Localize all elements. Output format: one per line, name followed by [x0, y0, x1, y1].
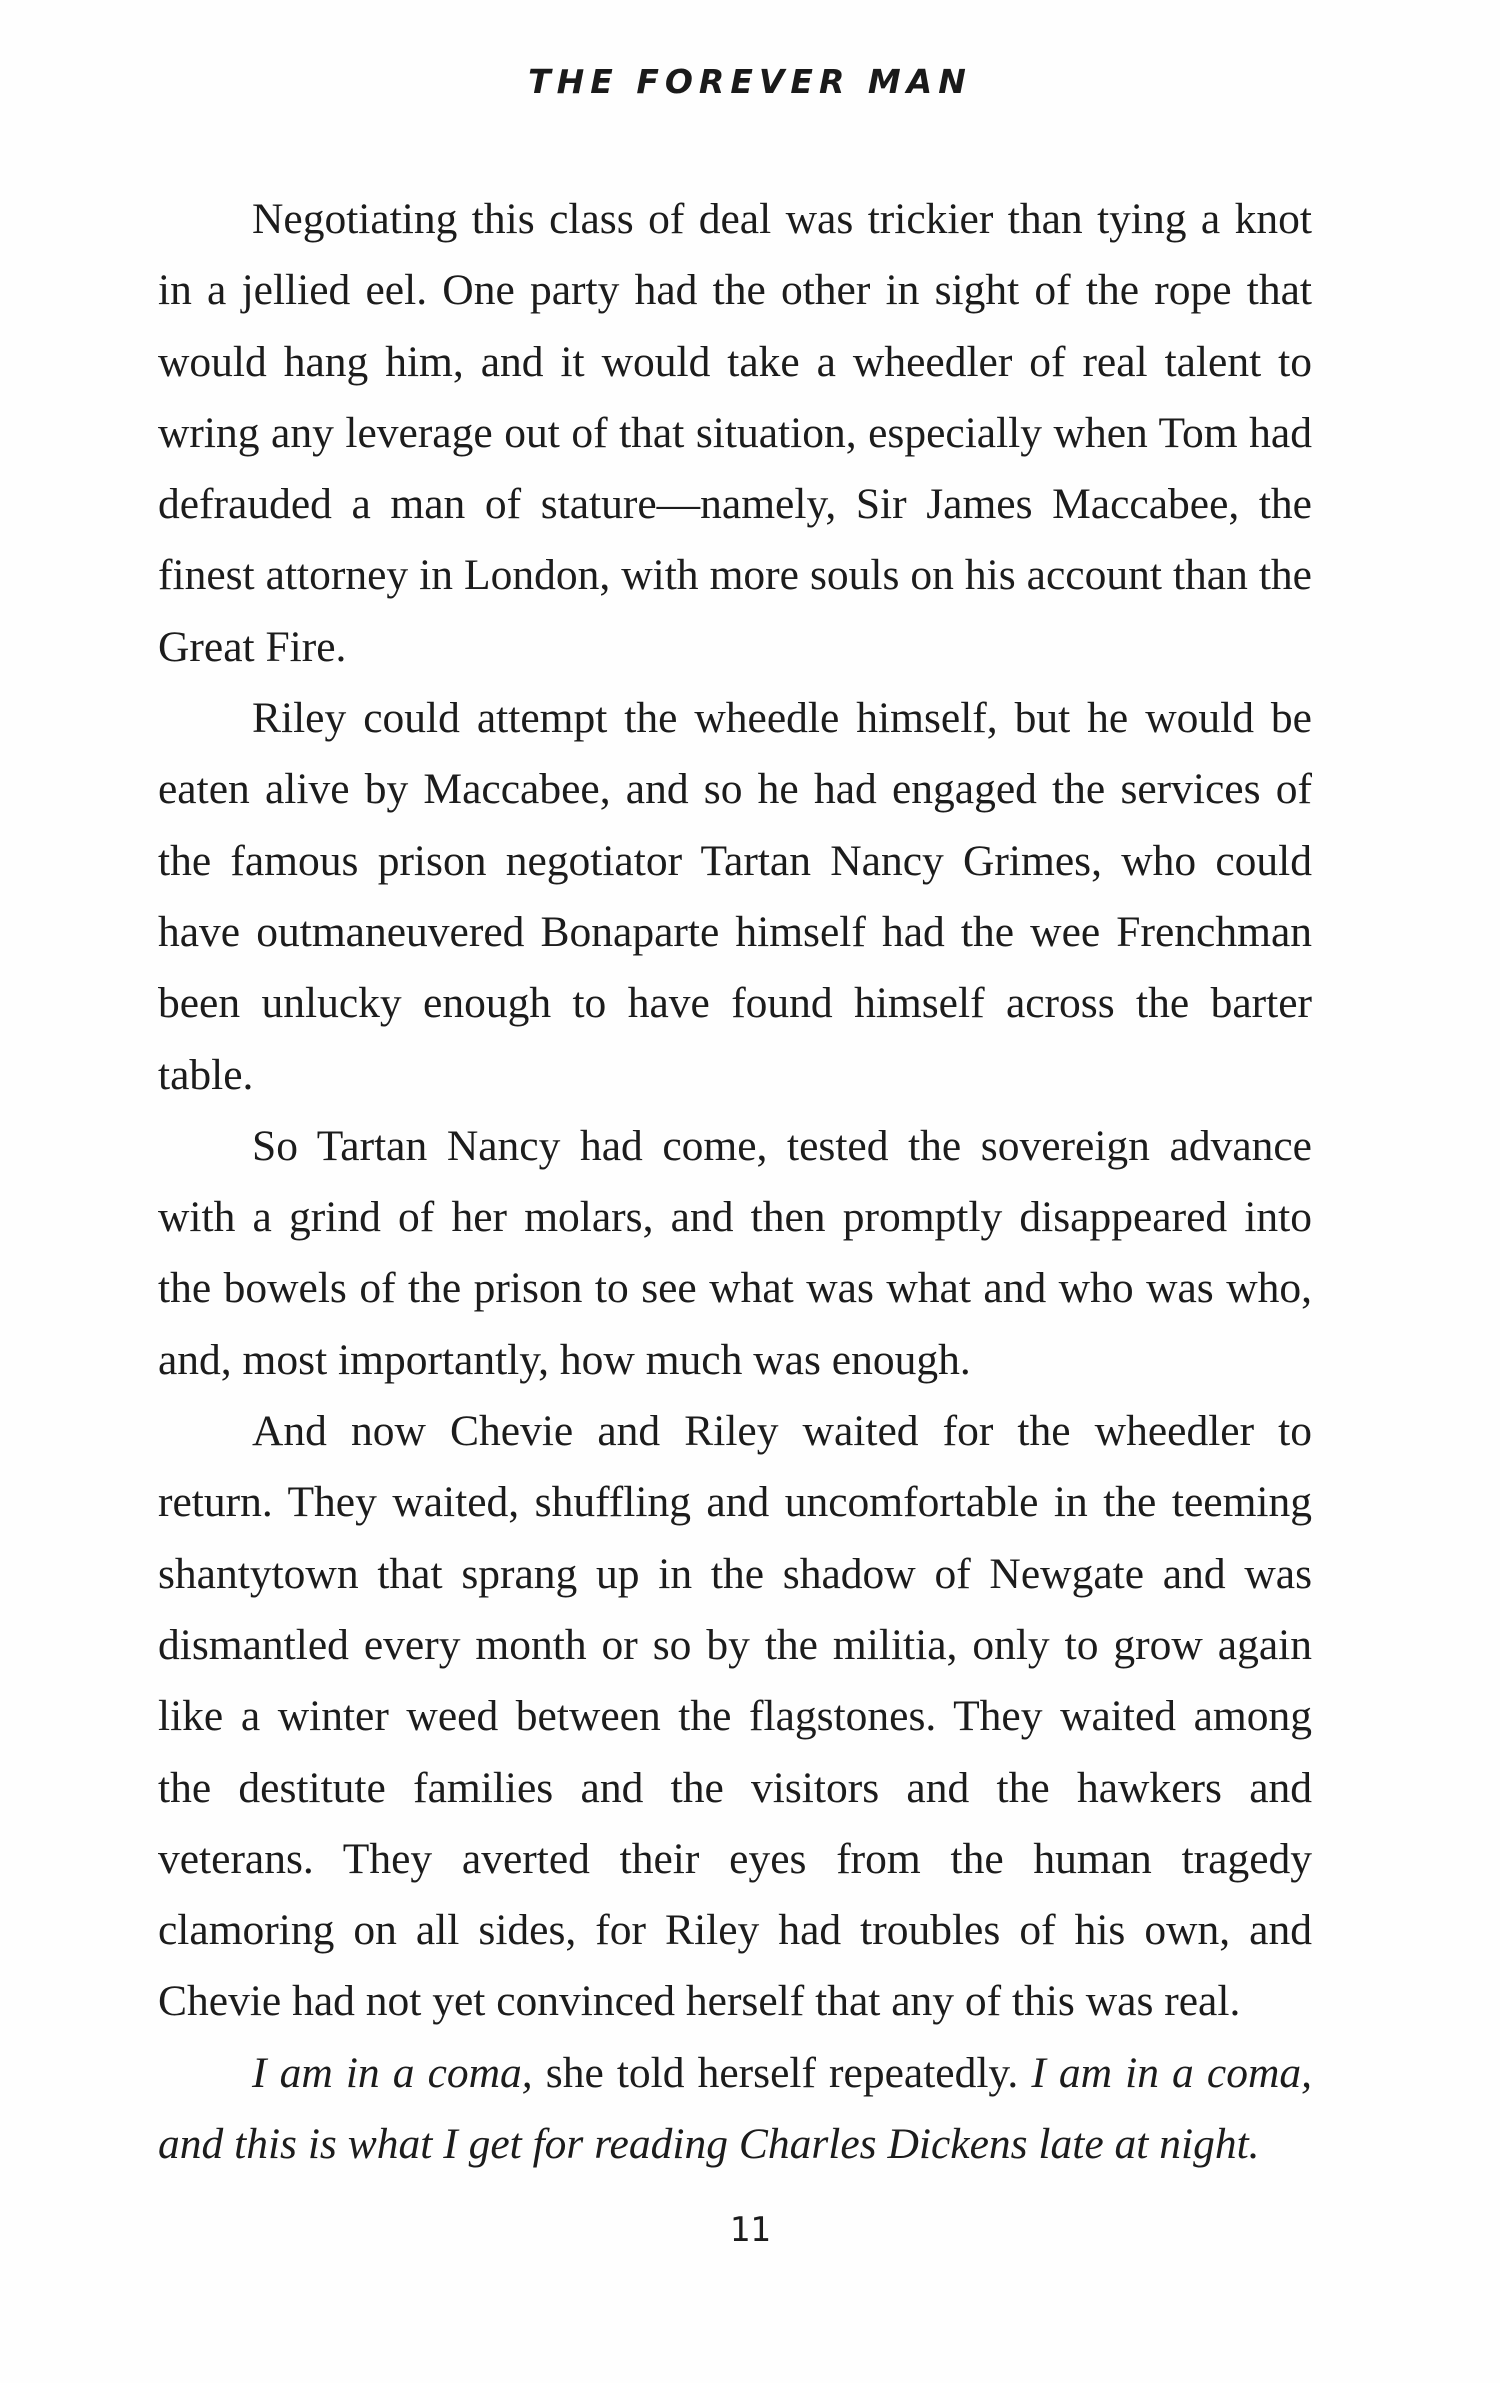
- paragraph: Riley could attempt the wheedle himself, but he would be eaten alive by Maccabee, and so he had engaged the services of the famous prison negotiator Tartan Nancy Grimes, who could have outmaneuvered Bonaparte himself had the wee Frenchman been unlucky enough to have found himself across the barter table.: [158, 694, 1312, 1099]
- italic-thought-2: I am in a coma, and this is what I get for reading Charles Dickens late at night.: [158, 2048, 1312, 2169]
- page-number: 11: [729, 2210, 771, 2250]
- italic-thought-1: I am in a coma,: [252, 2048, 533, 2097]
- paragraph: And now Chevie and Riley waited for the wheedler to return. They waited, shuffling and uncomfortable in the teeming shantytown that sprang up in the shadow of Newgate and was dismantled every month or so by the militia, only to grow again like a winter weed between the flagstones. They waited among the destitute families and the visitors and the hawkers and veterans. They averted their eyes from the human tragedy clamoring on all sides, for Riley had troubles of his own, and Chevie had not yet convinced herself that any of this was real.: [158, 1407, 1312, 2026]
- narration: she told herself repeatedly.: [532, 2048, 1032, 2097]
- body-text: [158, 184, 1312, 2180]
- paragraph: Negotiating this class of deal was trickier than tying a knot in a jellied eel. One party had the other in sight of the rope that would hang him, and it would take a wheedler of real talent to wring any leverage out of that situation, especially when Tom had defrauded a man of stature—namely, Sir James Maccabee, the finest attorney in London, with more souls on his account than the Great Fire.: [158, 195, 1312, 671]
- running-head: THE FOREVER MAN: [528, 62, 972, 101]
- paragraph: So Tartan Nancy had come, tested the sovereign advance with a grind of her molars, and then promptly disappeared into the bowels of the prison to see what was what and who was who, and, most importantly, how much was enough.: [158, 1121, 1312, 1384]
- paragraph-closing: [158, 2038, 1312, 2181]
